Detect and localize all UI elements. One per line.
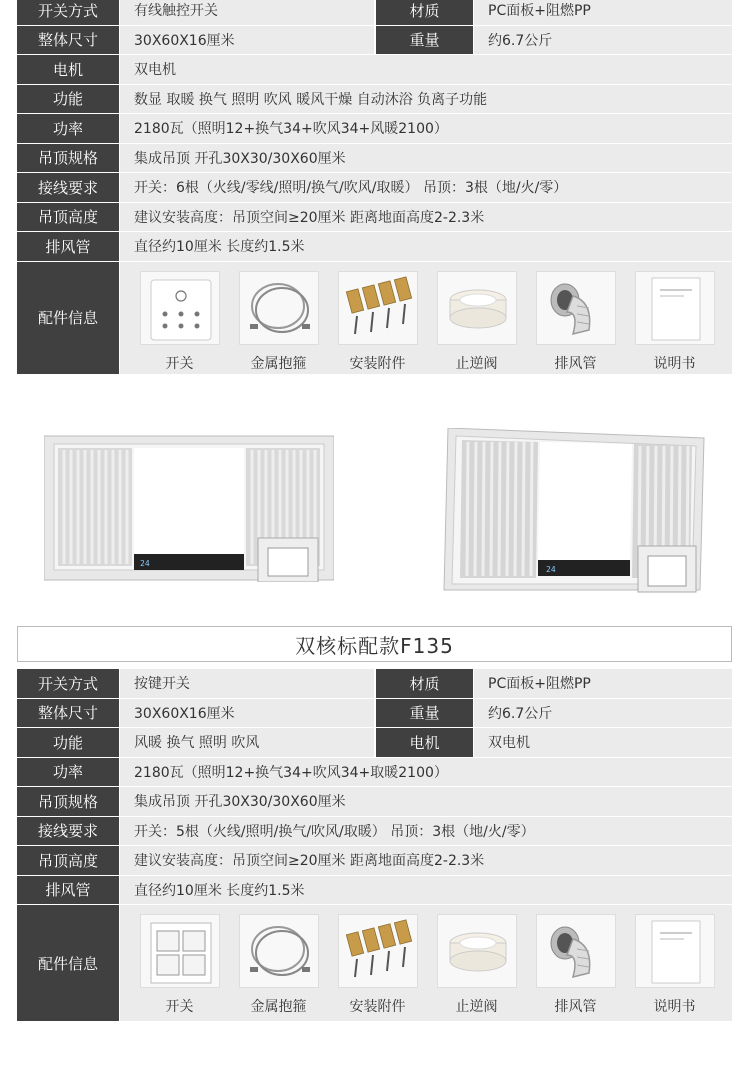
spec-label: 吊顶高度 xyxy=(17,846,120,875)
spec-row xyxy=(17,26,732,56)
spec-label: 开关方式 xyxy=(17,669,120,698)
spec-label: 吊顶规格 xyxy=(17,144,120,173)
accessories-row xyxy=(17,905,732,1021)
spec-value: 约6.7公斤 xyxy=(474,699,732,728)
spec-label: 功能 xyxy=(17,728,120,757)
spec-label: 材质 xyxy=(374,0,474,25)
spec-row xyxy=(17,114,732,144)
spec-value: 直径约10厘米 长度约1.5米 xyxy=(120,876,732,905)
spec-value: 2180瓦（照明12+换气34+吹风34+风暖2100） xyxy=(120,114,732,143)
spec-value: 建议安装高度：吊顶空间≥20厘米 距离地面高度2-2.3米 xyxy=(120,846,732,875)
accessory-item xyxy=(437,914,517,1021)
spec-label: 吊顶高度 xyxy=(17,203,120,232)
accessory-item xyxy=(536,271,616,374)
check-valve-image xyxy=(437,271,517,345)
spec-value: 按键开关 xyxy=(120,669,374,698)
spec-label: 功率 xyxy=(17,114,120,143)
spec-label: 接线要求 xyxy=(17,817,120,846)
spec-row xyxy=(17,203,732,233)
metal-hoop-image xyxy=(239,271,319,345)
accessory-item xyxy=(635,914,715,1021)
spec-value: 约6.7公斤 xyxy=(474,26,732,55)
spec-row xyxy=(17,699,732,729)
spec-value: 双电机 xyxy=(120,55,732,84)
spec-value: 2180瓦（照明12+换气34+吹风34+取暖2100） xyxy=(120,758,732,787)
spec-value: PC面板+阻燃PP xyxy=(474,669,732,698)
touch-switch-image xyxy=(140,271,220,345)
spec-label: 功率 xyxy=(17,758,120,787)
accessory-caption: 开关 xyxy=(165,355,194,372)
accessory-caption: 安装附件 xyxy=(349,355,406,372)
mounting-kit-image xyxy=(338,271,418,345)
accessory-caption: 金属抱箍 xyxy=(250,999,307,1015)
spec-value: 开关：5根（火线/照明/换气/吹风/取暖） 吊顶：3根（地/火/零） xyxy=(120,817,732,846)
manual-image xyxy=(635,914,715,988)
metal-hoop-image xyxy=(239,914,319,988)
spec-row xyxy=(17,232,732,262)
accessory-item xyxy=(140,914,220,1021)
accessory-item xyxy=(140,271,220,374)
spec-label: 重量 xyxy=(374,26,474,55)
accessories-label: 配件信息 xyxy=(17,905,120,1021)
check-valve-image xyxy=(437,914,517,988)
accessory-caption: 金属抱箍 xyxy=(250,355,307,372)
product-title: 双核标配款F135 xyxy=(17,626,732,662)
spec-value: 集成吊顶 开孔30X30/30X60厘米 xyxy=(120,144,732,173)
spec-value: 30X60X16厘米 xyxy=(120,26,374,55)
spec-row xyxy=(17,728,732,758)
spec-row xyxy=(17,55,732,85)
exhaust-duct-image xyxy=(536,914,616,988)
spec-row xyxy=(17,817,732,847)
spec-value: 有线触控开关 xyxy=(120,0,374,25)
spec-value: 双电机 xyxy=(474,728,732,757)
product-angled-view xyxy=(442,428,710,596)
spec-row xyxy=(17,0,732,26)
accessory-caption: 止逆阀 xyxy=(455,999,498,1015)
accessory-caption: 说明书 xyxy=(653,999,696,1015)
accessory-item xyxy=(536,914,616,1021)
accessory-item xyxy=(338,271,418,374)
accessory-caption: 开关 xyxy=(165,999,194,1015)
spec-row xyxy=(17,787,732,817)
spec-value: 直径约10厘米 长度约1.5米 xyxy=(120,232,732,261)
spec-value: PC面板+阻燃PP xyxy=(474,0,732,25)
accessory-caption: 排风管 xyxy=(554,355,597,372)
accessory-item xyxy=(239,914,319,1021)
spec-table-2 xyxy=(17,669,732,1021)
manual-image xyxy=(635,271,715,345)
accessory-item xyxy=(239,271,319,374)
product-front-view xyxy=(44,434,334,582)
display-readout: 24 xyxy=(546,565,556,574)
mounting-kit-image xyxy=(338,914,418,988)
spec-label: 材质 xyxy=(374,669,474,698)
spec-label: 排风管 xyxy=(17,876,120,905)
spec-value: 风暖 换气 照明 吹风 xyxy=(120,728,374,757)
accessory-caption: 止逆阀 xyxy=(455,355,498,372)
accessories-row xyxy=(17,262,732,374)
spec-row xyxy=(17,669,732,699)
spec-value: 集成吊顶 开孔30X30/30X60厘米 xyxy=(120,787,732,816)
spec-row xyxy=(17,876,732,906)
spec-label: 电机 xyxy=(17,55,120,84)
accessory-caption: 安装附件 xyxy=(349,999,406,1015)
spec-label: 接线要求 xyxy=(17,173,120,202)
spec-label: 开关方式 xyxy=(17,0,120,25)
spec-row xyxy=(17,846,732,876)
spec-label: 电机 xyxy=(374,728,474,757)
spec-row xyxy=(17,144,732,174)
exhaust-duct-image xyxy=(536,271,616,345)
spec-value: 开关：6根（火线/零线/照明/换气/吹风/取暖） 吊顶：3根（地/火/零） xyxy=(120,173,732,202)
accessory-item xyxy=(338,914,418,1021)
spec-value: 数显 取暖 换气 照明 吹风 暖风干燥 自动沐浴 负离子功能 xyxy=(120,85,732,114)
spec-label: 吊顶规格 xyxy=(17,787,120,816)
spec-row xyxy=(17,85,732,115)
spec-label: 重量 xyxy=(374,699,474,728)
accessory-caption: 说明书 xyxy=(653,355,696,372)
spec-table-1 xyxy=(17,0,732,374)
spec-label: 整体尺寸 xyxy=(17,26,120,55)
key-switch-image xyxy=(140,914,220,988)
spec-label: 排风管 xyxy=(17,232,120,261)
spec-label: 整体尺寸 xyxy=(17,699,120,728)
accessories-list xyxy=(120,262,732,374)
spec-value: 30X60X16厘米 xyxy=(120,699,374,728)
accessory-item xyxy=(635,271,715,374)
spec-row xyxy=(17,173,732,203)
accessories-list xyxy=(120,905,732,1021)
accessory-caption: 排风管 xyxy=(554,999,597,1015)
accessory-item xyxy=(437,271,517,374)
spec-value: 建议安装高度：吊顶空间≥20厘米 距离地面高度2-2.3米 xyxy=(120,203,732,232)
accessories-label: 配件信息 xyxy=(17,262,120,374)
spec-label: 功能 xyxy=(17,85,120,114)
display-readout: 24 xyxy=(140,559,150,568)
spec-row xyxy=(17,758,732,788)
